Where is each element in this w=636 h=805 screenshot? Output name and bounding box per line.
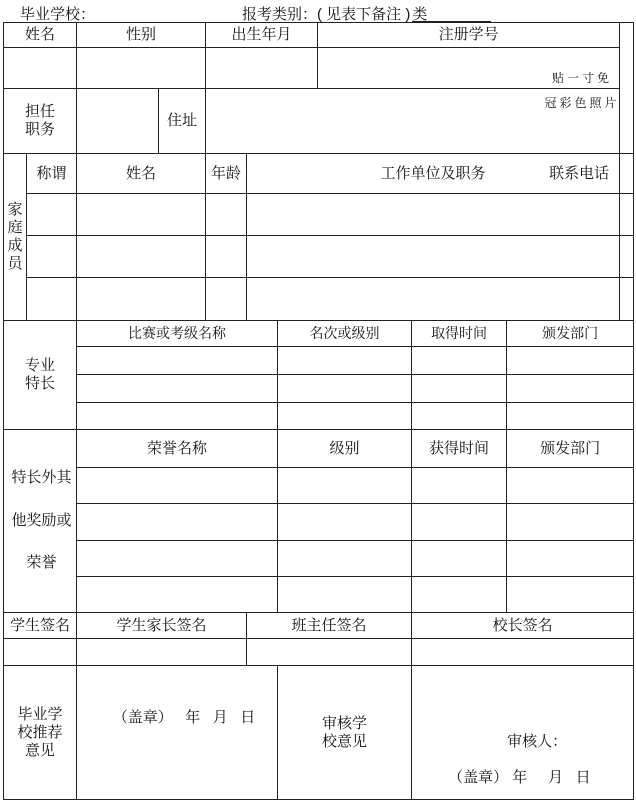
specialty-header-competition: 比赛或考级名称 — [77, 321, 278, 347]
registration-form-table — [3, 22, 634, 800]
honors-row3-name[interactable] — [77, 541, 278, 577]
honors-row3-time[interactable] — [412, 541, 507, 577]
parent-signature-header: 学生家长签名 — [77, 613, 247, 639]
school-stamp-date: （盖章） 年 月 日 — [112, 708, 256, 726]
specialty-header-time: 取得时间 — [412, 321, 507, 347]
specialty-label-line2: 特长 — [25, 375, 56, 392]
specialty-header-issuer: 颁发部门 — [507, 321, 634, 347]
family-row3-name[interactable] — [77, 278, 206, 321]
family-char-4: 员 — [7, 255, 23, 272]
teacher-signature-field[interactable] — [247, 639, 412, 666]
family-row2-phone[interactable] — [620, 236, 634, 278]
specialty-label-line1: 专业 — [25, 357, 56, 374]
honors-header-time: 获得时间 — [412, 430, 507, 468]
position-label-line2: 职务 — [25, 121, 56, 138]
honors-section-label — [4, 430, 77, 613]
position-label — [4, 89, 77, 154]
honors-row4-level[interactable] — [278, 577, 412, 613]
honors-row4-time[interactable] — [412, 577, 507, 613]
school-recommendation-label — [4, 666, 77, 800]
specialty-row1-competition[interactable] — [77, 347, 278, 375]
category-suffix: 类 — [412, 6, 428, 23]
specialty-header-rank: 名次或级别 — [278, 321, 412, 347]
specialty-row2-competition[interactable] — [77, 375, 278, 403]
family-char-3: 成 — [7, 237, 23, 254]
photo-caption-line1: 贴一寸免 — [551, 71, 612, 85]
gender-field[interactable] — [77, 48, 206, 89]
family-row3-relation[interactable] — [27, 278, 77, 321]
student-signature-field[interactable] — [4, 639, 77, 666]
audit-stamp-date: （盖章） 年 月 日 — [448, 769, 591, 786]
honors-row2-issuer[interactable] — [507, 504, 634, 541]
audit-footer — [412, 723, 633, 799]
specialty-row2-time[interactable] — [412, 375, 507, 403]
specialty-row3-rank[interactable] — [278, 403, 412, 430]
family-header-age: 年龄 — [206, 154, 247, 194]
family-header-work: 工作单位及职务 — [247, 154, 620, 194]
auditor-label: 审核人： — [507, 733, 568, 750]
family-row1-work[interactable] — [247, 194, 620, 236]
audit-label-line2: 校意见 — [322, 732, 368, 750]
specialty-row2-rank[interactable] — [278, 375, 412, 403]
audit-label-line1: 审核学 — [322, 714, 368, 732]
audit-opinion-field[interactable] — [412, 666, 634, 800]
birth-header: 出生年月 — [206, 23, 318, 48]
family-header-phone-text: 联系电话 — [549, 164, 610, 182]
school-recommendation-field[interactable] — [77, 666, 278, 800]
name-header: 姓名 — [4, 23, 77, 48]
principal-signature-header: 校长签名 — [412, 613, 634, 639]
gender-header: 性别 — [77, 23, 206, 48]
family-row3-work[interactable] — [247, 278, 620, 321]
honors-label-line2: 他奖励或 — [11, 511, 72, 529]
name-field[interactable] — [4, 48, 77, 89]
honors-row4-issuer[interactable] — [507, 577, 634, 613]
reg-no-header: 注册学号 — [318, 23, 620, 48]
honors-row1-name[interactable] — [77, 468, 278, 504]
family-row1-age[interactable] — [206, 194, 247, 236]
family-header-relation: 称谓 — [27, 154, 77, 194]
honors-row3-level[interactable] — [278, 541, 412, 577]
family-row3-age[interactable] — [206, 278, 247, 321]
photo-caption — [533, 66, 631, 116]
audit-school-label — [278, 666, 412, 800]
honors-row1-level[interactable] — [278, 468, 412, 504]
family-row2-age[interactable] — [206, 236, 247, 278]
honors-label-line3: 荣誉 — [26, 554, 57, 572]
honors-row2-name[interactable] — [77, 504, 278, 541]
honors-row3-issuer[interactable] — [507, 541, 634, 577]
specialty-row2-issuer[interactable] — [507, 375, 634, 403]
exam-category-label — [242, 3, 429, 24]
address-label: 住址 — [159, 89, 206, 154]
specialty-row1-rank[interactable] — [278, 347, 412, 375]
honors-row1-time[interactable] — [412, 468, 507, 504]
family-char-2: 庭 — [7, 219, 23, 236]
graduating-school-label: 毕业学校： — [20, 6, 96, 23]
school-opinion-line3: 意见 — [25, 741, 56, 759]
family-row2-work[interactable] — [247, 236, 620, 278]
family-row3-phone[interactable] — [620, 278, 634, 321]
family-row2-relation[interactable] — [27, 236, 77, 278]
family-row1-name[interactable] — [77, 194, 206, 236]
teacher-signature-header: 班主任签名 — [247, 613, 412, 639]
honors-label-line1: 特长外其 — [11, 468, 72, 486]
honors-row2-level[interactable] — [278, 504, 412, 541]
honors-header-level: 级别 — [278, 430, 412, 468]
honors-row1-issuer[interactable] — [507, 468, 634, 504]
family-char-1: 家 — [7, 201, 23, 218]
school-opinion-line1: 毕业学 — [17, 705, 63, 723]
family-row2-name[interactable] — [77, 236, 206, 278]
specialty-row3-competition[interactable] — [77, 403, 278, 430]
specialty-row3-time[interactable] — [412, 403, 507, 430]
school-opinion-line2: 校推荐 — [17, 723, 63, 741]
family-header-name: 姓名 — [77, 154, 206, 194]
parent-signature-field[interactable] — [77, 639, 247, 666]
position-label-line1: 担任 — [25, 103, 56, 120]
principal-signature-field[interactable] — [412, 639, 634, 666]
specialty-row3-issuer[interactable] — [507, 403, 634, 430]
honors-row4-name[interactable] — [77, 577, 278, 613]
family-section-label — [4, 154, 27, 321]
birth-field[interactable] — [206, 48, 318, 89]
honors-header-name: 荣誉名称 — [77, 430, 278, 468]
family-header-phone — [549, 154, 634, 194]
exam-category-text: 报考类别：( 见表下备注 ) — [242, 6, 411, 23]
photo-caption-line2: 冠彩色照片 — [544, 96, 620, 111]
position-field[interactable] — [77, 89, 159, 154]
honors-header-issuer: 颁发部门 — [507, 430, 634, 468]
family-row1-relation[interactable] — [27, 194, 77, 236]
specialty-section-label — [4, 321, 77, 430]
student-signature-header: 学生签名 — [4, 613, 77, 639]
specialty-row1-time[interactable] — [412, 347, 507, 375]
category-blank-2[interactable] — [429, 6, 491, 22]
specialty-row1-issuer[interactable] — [507, 347, 634, 375]
form-header — [0, 0, 636, 22]
honors-row2-time[interactable] — [412, 504, 507, 541]
family-row1-phone[interactable] — [620, 194, 634, 236]
